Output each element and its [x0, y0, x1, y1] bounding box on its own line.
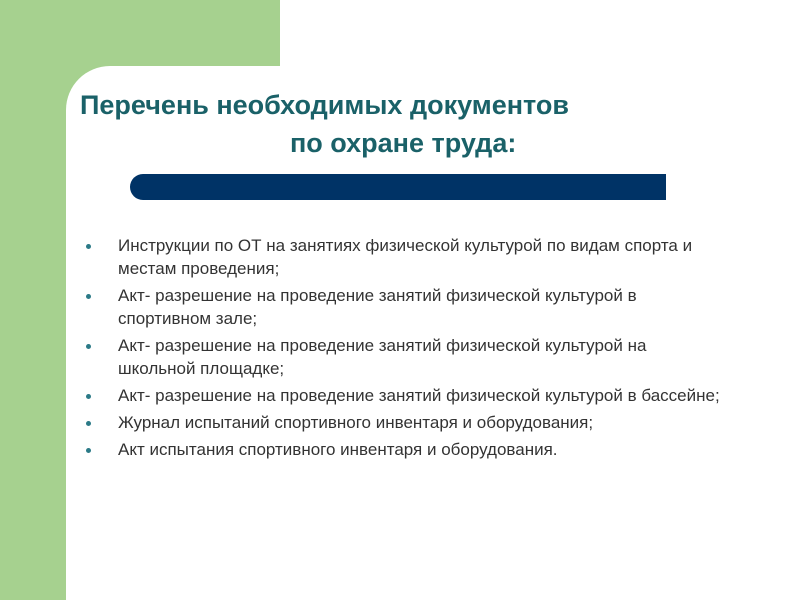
- title-line-2: по охране труда:: [290, 128, 517, 158]
- list-item-text: Акт- разрешение на проведение занятий физической культурой в бассейне;: [118, 386, 720, 405]
- bullet-icon: [86, 448, 91, 453]
- list-item: [86, 438, 726, 461]
- list-item: [86, 234, 726, 280]
- document-list: [86, 234, 726, 465]
- list-item-text: Журнал испытаний спортивного инвентаря и оборудования;: [118, 413, 594, 432]
- title-line-1: Перечень необходимых документов: [80, 90, 570, 120]
- divider-bar: [160, 174, 666, 200]
- list-item-text: Акт испытания спортивного инвентаря и оборудования.: [118, 440, 558, 459]
- bullet-icon: [86, 421, 91, 426]
- list-item: [86, 384, 726, 407]
- bullet-icon: [86, 294, 91, 299]
- list-item-text: Акт- разрешение на проведение занятий физической культурой на школьной площадке;: [118, 336, 647, 378]
- bullet-icon: [86, 394, 91, 399]
- list-item: [86, 411, 726, 434]
- bullet-icon: [86, 344, 91, 349]
- list-item-text: Инструкции по ОТ на занятиях физической культурой по видам спорта и местам проведения;: [118, 236, 693, 278]
- slide-title: [66, 86, 800, 162]
- bullet-icon: [86, 244, 91, 249]
- list-item: [86, 334, 726, 380]
- list-item-text: Акт- разрешение на проведение занятий физической культурой в спортивном зале;: [118, 286, 637, 328]
- list-item: [86, 284, 726, 330]
